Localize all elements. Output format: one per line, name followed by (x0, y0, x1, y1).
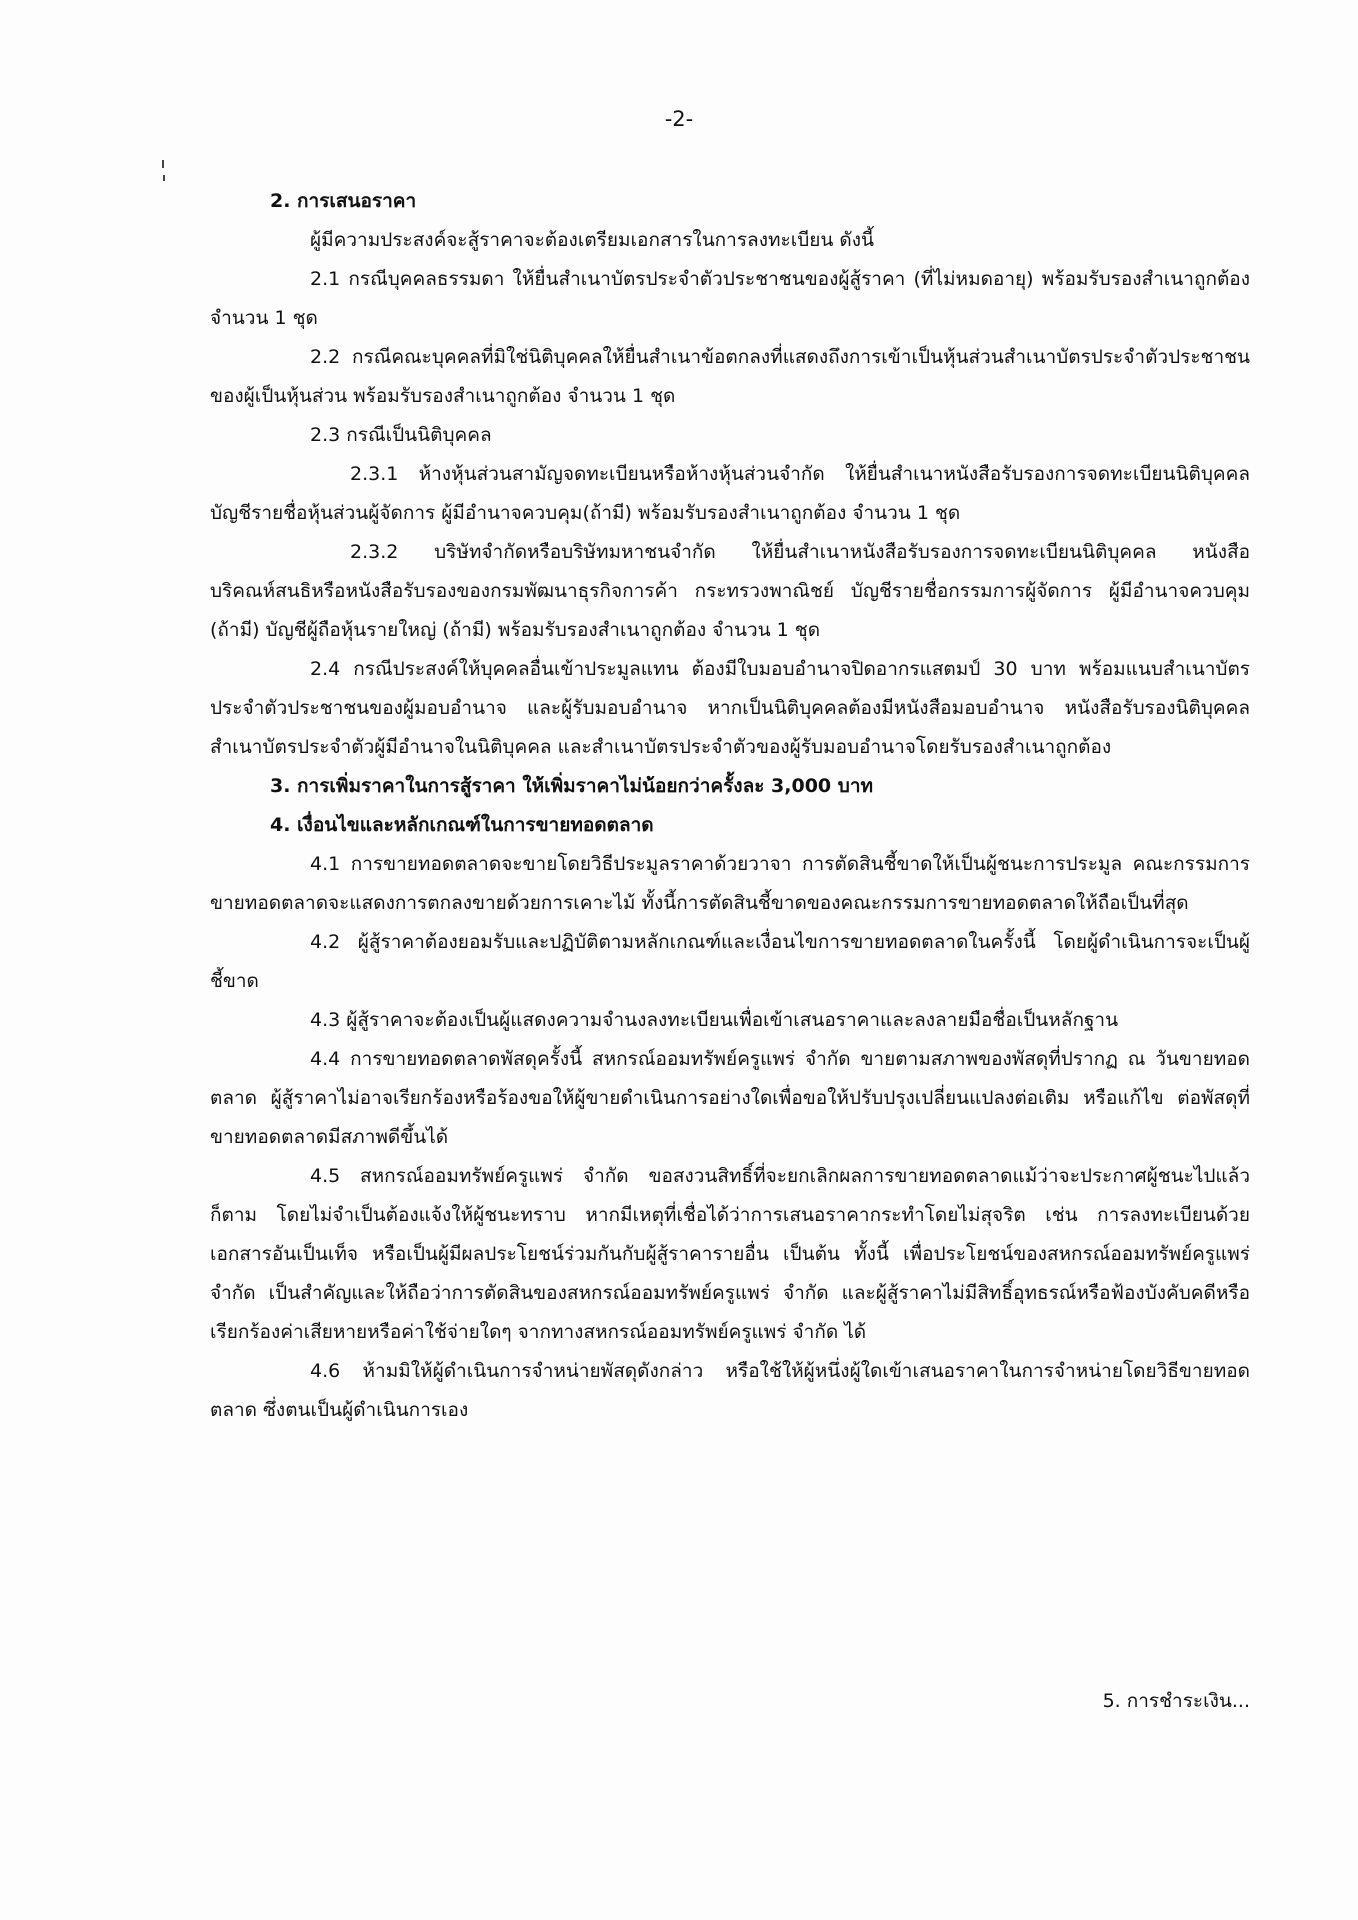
clause-2-1: 2.1 กรณีบุคคลธรรมดา ให้ยื่นสำเนาบัตรประจำตัวประชาชนของผู้สู้ราคา (ที่ไม่หมดอายุ) พร้อมรับรองสำเนาถูกต้อง จำนวน 1 ชุด (210, 268, 1250, 329)
clause-2-3: 2.3 กรณีเป็นนิติบุคคล (310, 424, 492, 446)
clause-4-6: 4.6 ห้ามมิให้ผู้ดำเนินการจำหน่ายพัสดุดังกล่าว หรือใช้ให้ผู้หนึ่งผู้ใดเข้าเสนอราคาในการจำหน่ายโดยวิธีขายทอดตลาด ซึ่งตนเป็นผู้ดำเนินการเอง (210, 1360, 1250, 1421)
section-3-heading: 3. การเพิ่มราคาในการสู้ราคา ให้เพิ่มราคาไม่น้อยกว่าครั้งละ 3,000 บาท (270, 775, 874, 797)
section-2-heading: 2. การเสนอราคา (270, 190, 417, 212)
clause-4-5: 4.5 สหกรณ์ออมทรัพย์ครูแพร่ จำกัด ขอสงวนสิทธิ์ที่จะยกเลิกผลการขายทอดตลาดแม้ว่าจะประกาศผู้ชนะไปแล้วก็ตาม โดยไม่จำเป็นต้องแจ้งให้ผู้ชนะทราบ หากมีเหตุที่เชื่อได้ว่าการเสนอราคากระทำโดยไม่สุจริต เช่น การลงทะเบียนด้วยเอกสารอันเป็นเท็จ หรือเป็นผู้มีผลประโยชน์ร่วมกันกับผู้สู้ราคารายอื่น เป็นต้น ทั้งนี้ เพื่อประโยชน์ของสหกรณ์ออมทรัพย์ครูแพร่ จำกัด เป็นสำคัญและให้ถือว่าการตัดสินของสหกรณ์ออมทรัพย์ครูแพร่ จำกัด และผู้สู้ราคาไม่มีสิทธิ์อุทธรณ์หรือฟ้องบังคับคดีหรือเรียกร้องค่าเสียหายหรือค่าใช้จ่ายใดๆ จากทางสหกรณ์ออมทรัพย์ครูแพร่ จำกัด ได้ (210, 1165, 1250, 1343)
clause-2-2: 2.2 กรณีคณะบุคคลที่มิใช่นิติบุคคลให้ยื่นสำเนาข้อตกลงที่แสดงถึงการเข้าเป็นหุ้นส่วนสำเนาบัตรประจำตัวประชาชนของผู้เป็นหุ้นส่วน พร้อมรับรองสำเนาถูกต้อง จำนวน 1 ชุด (210, 346, 1250, 407)
clause-4-2: 4.2 ผู้สู้ราคาต้องยอมรับและปฏิบัติตามหลักเกณฑ์และเงื่อนไขการขายทอดตลาดในครั้งนี้ โดยผู้ดำเนินการจะเป็นผู้ชี้ขาด (210, 931, 1250, 992)
clause-2-3-2: 2.3.2 บริษัทจำกัดหรือบริษัทมหาชนจำกัด ให้ยื่นสำเนาหนังสือรับรองการจดทะเบียนนิติบุคคล หนังสือบริคณห์สนธิหรือหนังสือรับรองของกรมพัฒนาธุรกิจการค้า กระทรวงพาณิชย์ บัญชีรายชื่อกรรมการผู้จัดการ ผู้มีอำนาจควบคุม (ถ้ามี) บัญชีผู้ถือหุ้นรายใหญ่ (ถ้ามี) พร้อมรับรองสำเนาถูกต้อง จำนวน 1 ชุด (210, 541, 1250, 641)
section-2-intro: ผู้มีความประสงค์จะสู้ราคาจะต้องเตรียมเอกสารในการลงทะเบียน ดังนี้ (310, 229, 875, 251)
clause-4-1: 4.1 การขายทอดตลาดจะขายโดยวิธีประมูลราคาด้วยวาจา การตัดสินชี้ขาดให้เป็นผู้ชนะการประมูล คณะกรรมการขายทอดตลาดจะแสดงการตกลงขายด้วยการเคาะไม้ ทั้งนี้การตัดสินชี้ขาดของคณะกรรมการขายทอดตลาดให้ถือเป็นที่สุด (210, 853, 1250, 914)
clause-2-3-1: 2.3.1 ห้างหุ้นส่วนสามัญจดทะเบียนหรือห้างหุ้นส่วนจำกัด ให้ยื่นสำเนาหนังสือรับรองการจดทะเบียนนิติบุคคล บัญชีรายชื่อหุ้นส่วนผู้จัดการ ผู้มีอำนาจควบคุม(ถ้ามี) พร้อมรับรองสำเนาถูกต้อง จำนวน 1 ชุด (210, 463, 1250, 524)
clause-4-4: 4.4 การขายทอดตลาดพัสดุครั้งนี้ สหกรณ์ออมทรัพย์ครูแพร่ จำกัด ขายตามสภาพของพัสดุที่ปรากฏ ณ วันขายทอดตลาด ผู้สู้ราคาไม่อาจเรียกร้องหรือร้องขอให้ผู้ขายดำเนินการอย่างใดเพื่อขอให้ปรับปรุงเปลี่ยนแปลงต่อเติม หรือแก้ไข ต่อพัสดุที่ขายทอดตลาดมีสภาพดีขึ้นได้ (210, 1048, 1250, 1148)
clause-2-4: 2.4 กรณีประสงค์ให้บุคคลอื่นเข้าประมูลแทน ต้องมีใบมอบอำนาจปิดอากรแสตมป์ 30 บาท พร้อมแนบสำเนาบัตรประจำตัวประชาชนของผู้มอบอำนาจ และผู้รับมอบอำนาจ หากเป็นนิติบุคคลต้องมีหนังสือมอบอำนาจ หนังสือรับรองนิติบุคคล สำเนาบัตรประจำตัวผู้มีอำนาจในนิติบุคคล และสำเนาบัตรประจำตัวของผู้รับมอบอำนาจโดยรับรองสำเนาถูกต้อง (210, 658, 1250, 758)
document-body (210, 182, 1250, 1430)
continuation-note: 5. การชำระเงิน... (1102, 1690, 1250, 1712)
page-number: -2- (664, 107, 694, 131)
clause-4-3: 4.3 ผู้สู้ราคาจะต้องเป็นผู้แสดงความจำนงลงทะเบียนเพื่อเข้าเสนอราคาและลงลายมือชื่อเป็นหลักฐาน (310, 1009, 1119, 1031)
section-4-heading: 4. เงื่อนไขและหลักเกณฑ์ในการขายทอดตลาด (270, 814, 654, 836)
scan-speck (162, 160, 164, 168)
scan-speck (163, 175, 165, 181)
